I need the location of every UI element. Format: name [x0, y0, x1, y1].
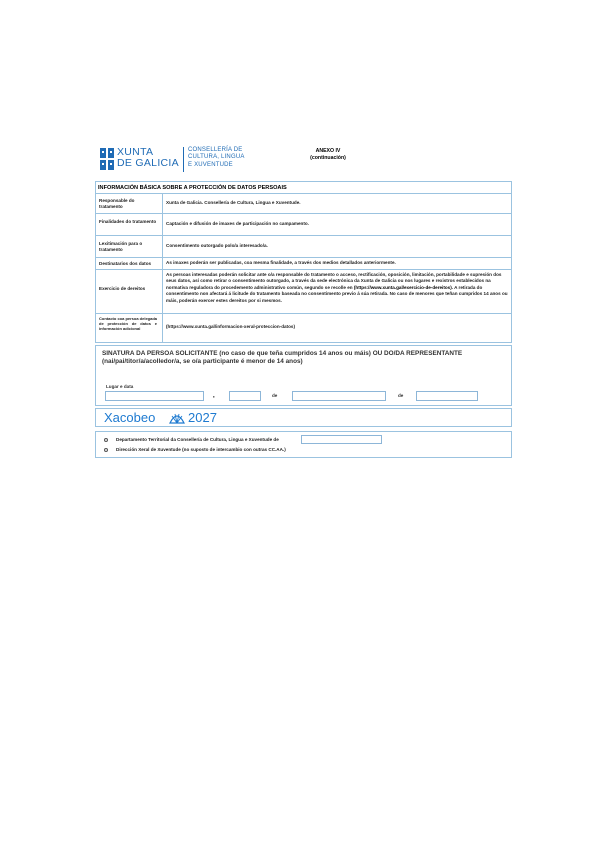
- table-row: [96, 258, 511, 270]
- row-value: Captación e difusión de imaxes de participación no campamento.: [166, 221, 309, 226]
- de-label-1: de: [272, 393, 278, 398]
- annex-heading: [290, 148, 366, 162]
- departamento-input[interactable]: [301, 435, 382, 444]
- row-label: Exercicio de dereitos: [99, 286, 146, 291]
- logo-divider: [183, 147, 184, 172]
- year-input[interactable]: [416, 391, 478, 401]
- option-departamento-label: Departamento Territorial da Consellería de Cultura, Lingua e Xuventude de: [116, 437, 279, 442]
- month-input[interactable]: [292, 391, 386, 401]
- destination-section: [95, 431, 512, 458]
- xacobeo-year: 2027: [188, 410, 217, 425]
- row-label: Destinatarios dos datos: [99, 261, 152, 266]
- comma-separator: ,: [213, 393, 215, 399]
- table-row: [96, 236, 511, 258]
- row-value: As imaxes poderán ser publicadas, coa mesma finalidade, a través dos medios detallados anteriormente.: [166, 260, 396, 265]
- place-input[interactable]: [105, 391, 204, 401]
- table-row: [96, 194, 511, 214]
- row-label: Finalidades do tratamento: [99, 219, 157, 224]
- annex-title: ANEXO IV: [315, 148, 341, 154]
- place-date-label: Lugar e data: [106, 384, 134, 389]
- de-label-2: de: [398, 393, 404, 398]
- day-input[interactable]: [229, 391, 261, 401]
- consellaria-line-3: E XUVENTUDE: [188, 161, 233, 168]
- row-value: Xunta de Galicia. Consellería de Cultura, Lingua e Xuventude.: [166, 200, 301, 205]
- data-protection-title: INFORMACIÓN BÁSICA SOBRE A PROTECCIÓN DE DATOS PERSOAIS: [96, 182, 511, 194]
- option-direccion-label: Dirección Xeral de Xuventude (no suposto de intercambio con outras CC.AA.): [116, 447, 286, 452]
- scallop-shell-icon: [169, 411, 185, 425]
- row-label: Contacto coa persoa delegada de protección de datos e información adicional: [99, 316, 158, 332]
- rights-text-part2: . A retirada do consentimento non afectará á licitude do tratamento baseada no consentimento previo á súa retirada. No caso de menores que teñan cumpridos 14 anos ou máis, poderán exercer estes dereitos por si mesmos.: [166, 284, 508, 303]
- row-label: Responsable do tratamento: [99, 198, 135, 209]
- radio-direccion-xeral[interactable]: [104, 448, 108, 452]
- rights-link[interactable]: (https://www.xunta.gal/exercicio-de-dereitos): [353, 284, 452, 290]
- signature-section: [95, 345, 512, 406]
- consellaria-line-2: CULTURA, LINGUA: [188, 154, 245, 161]
- rights-text-part1: As persoas interesadas poderán solicitar ante o/a responsable do tratamento o acceso, rectificación, oposición, limitación, portabilidade e supresión dos seus datos, así como retirar o consentimento outorgado, a través da sede electrónica da Xunta de Galicia ou nos lugares e rexistros establecidos na normativa reguladora do procedemento administrativo común, segundo se recolle en: [166, 272, 502, 290]
- data-protection-table: [95, 181, 512, 343]
- xunta-logo: [100, 147, 270, 173]
- table-row: [96, 270, 511, 314]
- xunta-emblem-icon: [100, 148, 114, 170]
- signature-title: SINATURA DA PERSOA SOLICITANTE (no caso de que teña cumpridos 14 anos ou máis) OU DO/DA REPRESENTANTE (nai/pai/titor/a/acolledor/a, se o/a participante é menor de 14 anos): [102, 350, 463, 366]
- dpo-link[interactable]: (https://www.xunta.gal/informacion-xeral-proteccion-datos): [166, 324, 295, 329]
- xacobeo-banner: [95, 408, 512, 427]
- logo-galicia-text: DE GALICIA: [117, 157, 179, 169]
- table-row: [96, 314, 511, 343]
- row-label: Lexitimación para o tratamento: [99, 241, 143, 252]
- row-value: [166, 272, 508, 304]
- table-row: [96, 214, 511, 236]
- consellaria-line-1: CONSELLERÍA DE: [188, 147, 243, 153]
- consellaria-name: [188, 147, 245, 169]
- radio-departamento[interactable]: [104, 438, 108, 442]
- xacobeo-brand: Xacobeo: [104, 410, 156, 425]
- annex-subtitle: (continuación): [310, 155, 346, 161]
- logo-xunta-text: XUNTA: [117, 146, 154, 158]
- row-value: Consentimento outorgado polo/a interesado/a.: [166, 243, 268, 248]
